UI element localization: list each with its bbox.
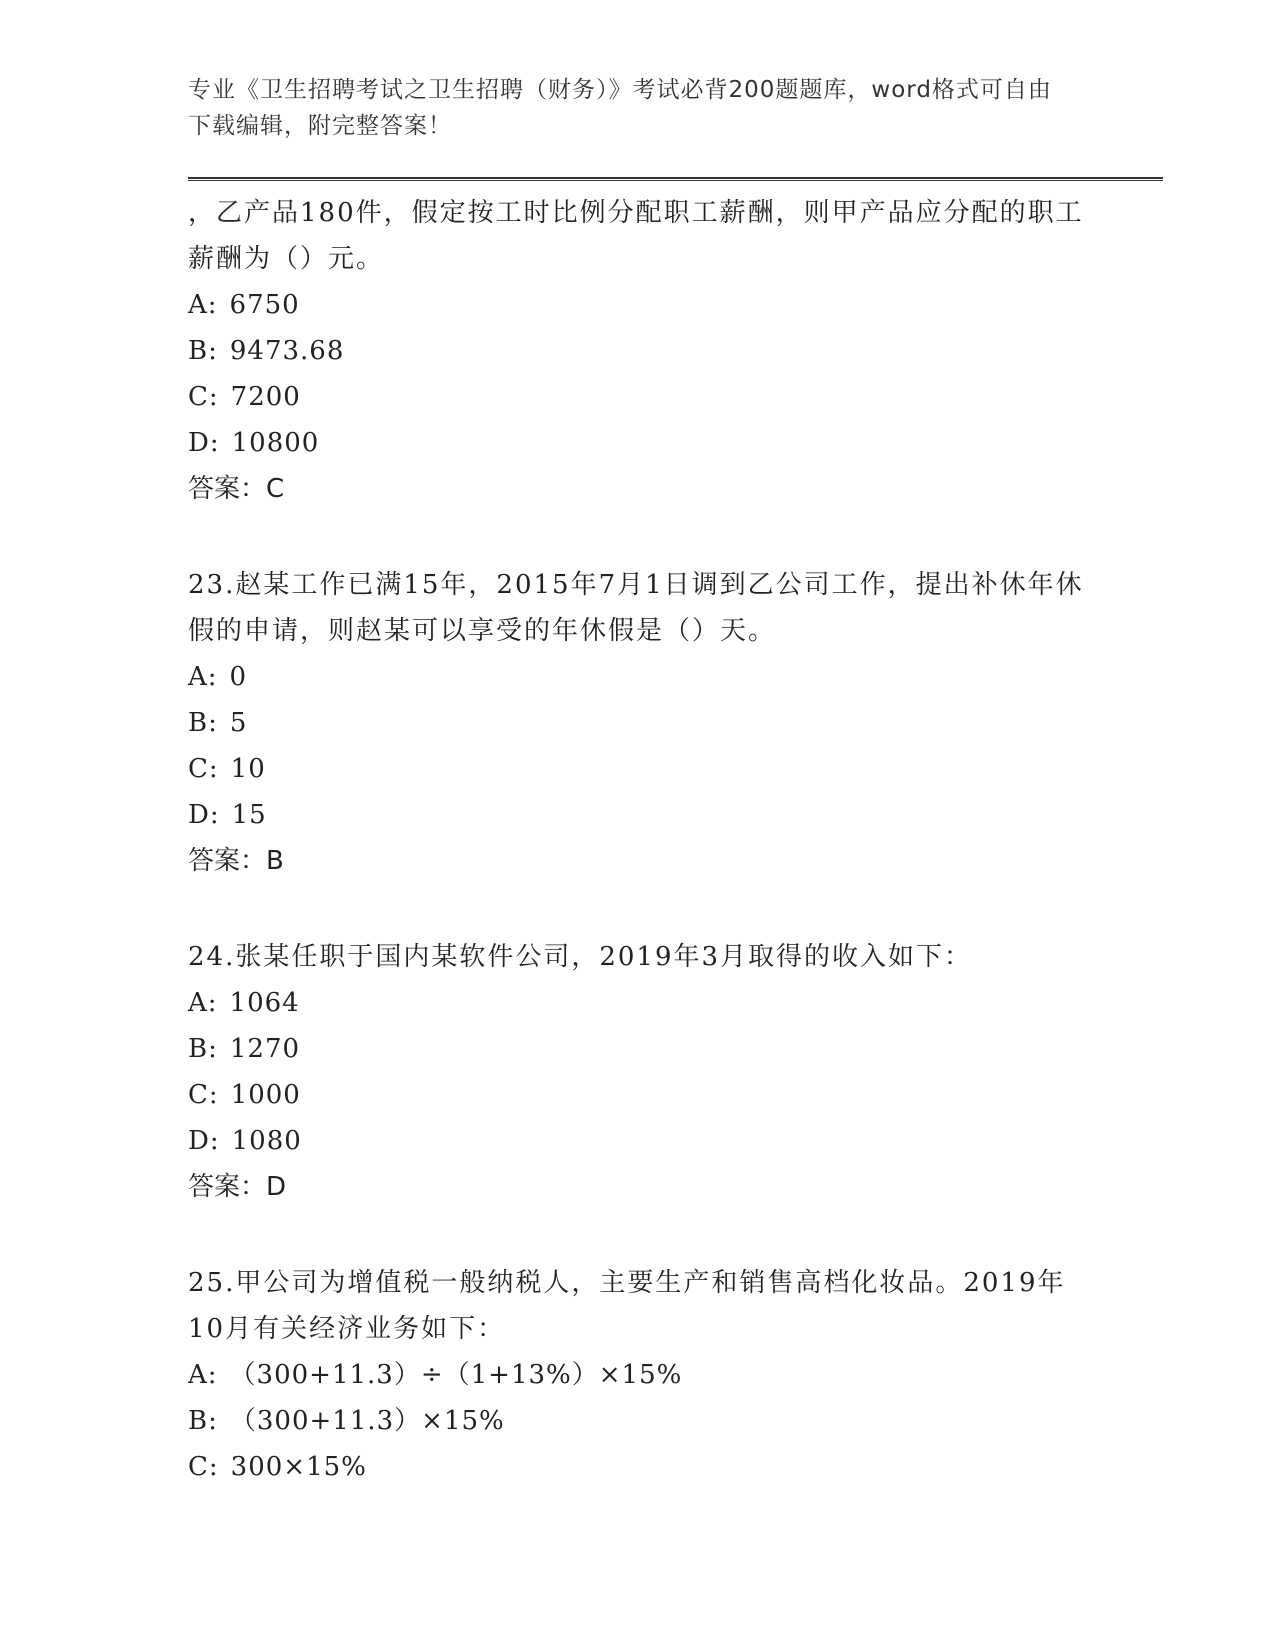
option-value: （300+11.3）÷（1+13%）×15% [229,1360,683,1390]
option-label: C: [188,1080,219,1110]
option-value: 1064 [229,988,300,1018]
option-c [188,374,1088,420]
option-b [188,1398,1088,1444]
option-label: B: [188,336,218,366]
question-text: 24.张某任职于国内某软件公司，2019年3月取得的收入如下： [188,942,973,972]
option-a [188,654,1088,700]
option-label: B: [188,1406,218,1436]
option-label: C: [188,1452,219,1482]
option-label: D: [188,428,220,458]
option-value: 7200 [230,382,301,412]
option-a [188,1352,1088,1398]
option-value: 10 [230,754,266,784]
option-b [188,700,1088,746]
option-label: D: [188,1126,220,1156]
option-d [188,1118,1088,1164]
option-value: 1000 [230,1080,301,1110]
answer-text: 答案：D [188,1172,287,1202]
option-value: 9473.68 [229,336,345,366]
answer-text: 答案：B [188,846,284,876]
option-b [188,1026,1088,1072]
option-value: 300×15% [230,1452,367,1482]
question-25 [188,1260,1088,1490]
option-label: D: [188,800,220,830]
header-divider [188,177,1163,181]
question-text: 23.赵某工作已满15年，2015年7月1日调到乙公司工作，提出补休年休假的申请，则赵某可以享受的年休假是（）天。 [188,570,1084,646]
option-label: A: [188,1360,218,1390]
question-list [188,190,1088,1540]
option-label: A: [188,290,218,320]
option-d [188,420,1088,466]
answer-text: 答案：C [188,474,285,504]
option-label: C: [188,754,219,784]
option-label: B: [188,708,218,738]
option-value: 10800 [231,428,320,458]
option-label: C: [188,382,219,412]
option-label: A: [188,662,218,692]
question-22 [188,190,1088,512]
option-value: 1270 [229,1034,301,1064]
question-text: 25.甲公司为增值税一般纳税人，主要生产和销售高档化妆品。2019年10月有关经济业务如下： [188,1268,1066,1344]
document-header: 专业《卫生招聘考试之卫生招聘（财务）》考试必背200题题库，word格式可自由下载编辑，附完整答案！ [188,77,1052,139]
question-text: ，乙产品180件，假定按工时比例分配职工薪酬，则甲产品应分配的职工薪酬为（）元。 [188,198,1084,274]
option-value: 5 [229,708,248,738]
option-d [188,792,1088,838]
question-24 [188,934,1088,1210]
option-c [188,746,1088,792]
option-label: A: [188,988,218,1018]
option-value: 15 [231,800,267,830]
option-a [188,980,1088,1026]
option-a [188,282,1088,328]
option-value: 1080 [231,1126,302,1156]
document-page [188,0,1163,1650]
option-c [188,1072,1088,1118]
option-c [188,1444,1088,1490]
option-b [188,328,1088,374]
option-value: 6750 [229,290,300,320]
option-value: 0 [229,662,248,692]
question-23 [188,562,1088,884]
option-label: B: [188,1034,218,1064]
option-value: （300+11.3）×15% [229,1406,505,1436]
